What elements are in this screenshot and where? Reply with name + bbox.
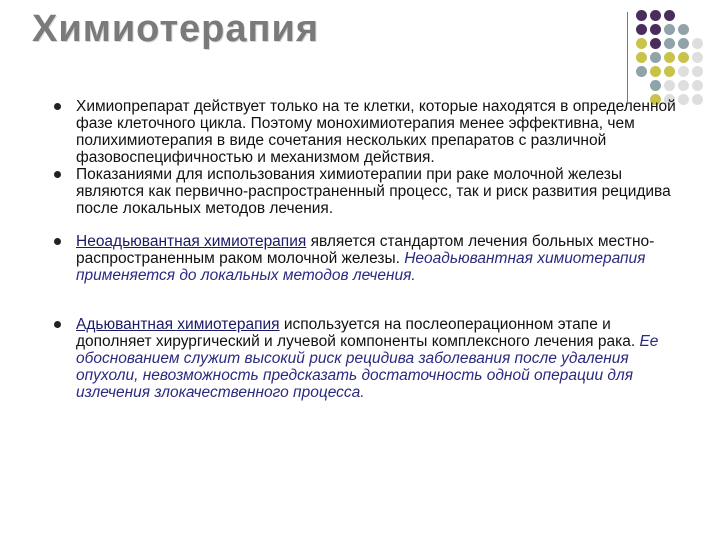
decorative-dot: [636, 52, 647, 63]
decorative-dot: [692, 52, 703, 63]
decorative-dot: [678, 52, 689, 63]
decorative-dot: [678, 38, 689, 49]
bullet-icon: [54, 238, 61, 245]
bullet-list: [50, 98, 690, 401]
decorative-dot: [664, 80, 675, 91]
decorative-dot: [692, 94, 703, 105]
list-item: [50, 98, 690, 166]
decorative-dot: [664, 24, 675, 35]
decorative-dot: [692, 38, 703, 49]
decorative-dot: [650, 24, 661, 35]
list-item: [50, 316, 690, 401]
decorative-dot: [650, 66, 661, 77]
bullet-icon: [54, 321, 61, 328]
decorative-dot: [650, 10, 661, 21]
decorative-dot: [636, 10, 647, 21]
decorative-dot: [678, 80, 689, 91]
decorative-dot: [664, 10, 675, 21]
decorative-dot: [650, 52, 661, 63]
item-text: Химиопрепарат действует только на те клетки, которые находятся в определенной фазе клеточного цикла. Поэтому монохимиотерапия менее эффективна, чем полихимиотерапия в виде сочетания нескольких препаратов с различной фазовоспецифичностью и механизмом действия.: [76, 98, 676, 166]
list-item: [50, 166, 690, 217]
list-item: [50, 233, 690, 284]
slide-title: Химиотерапия: [32, 8, 320, 50]
item-italic-note: Неоадьювантная химиотерапия применяется до локальных методов лечения.: [76, 250, 646, 284]
decorative-dot: [692, 66, 703, 77]
item-italic-note: Ее обоснованием служит высокий риск рецидива заболевания после удаления опухоли, невозможность предсказать достаточность одной операции для излечения злокачественного процесса.: [76, 333, 659, 401]
bullet-icon: [54, 103, 61, 110]
decorative-dot-grid: [636, 10, 720, 110]
term-adjuvant: Адьювантная химиотерапия: [76, 316, 280, 333]
item-text: Показаниями для использования химиотерапии при раке молочной железы являются как первично-распространенный процесс, так и риск развития рецидива после локальных методов лечения.: [76, 166, 671, 217]
decorative-dot: [650, 80, 661, 91]
decorative-dot: [650, 38, 661, 49]
term-neoadjuvant: Неоадьювантная химиотерапия: [76, 233, 307, 250]
decorative-dot: [636, 24, 647, 35]
decorative-dot: [692, 80, 703, 91]
item-text: используется на послеоперационном этапе и дополняет хирургический и лучевой компоненты комплексного лечения рака.: [76, 316, 640, 350]
decorative-dot: [678, 66, 689, 77]
decorative-dot: [678, 24, 689, 35]
bullet-icon: [54, 171, 61, 178]
decorative-dot: [664, 66, 675, 77]
decorative-dot: [664, 52, 675, 63]
decorative-dot: [636, 38, 647, 49]
decorative-dot: [636, 66, 647, 77]
item-text: является стандартом лечения больных местно-распространенным раком молочной железы.: [76, 233, 655, 267]
decorative-dot: [664, 38, 675, 49]
decorative-divider: [627, 12, 628, 102]
